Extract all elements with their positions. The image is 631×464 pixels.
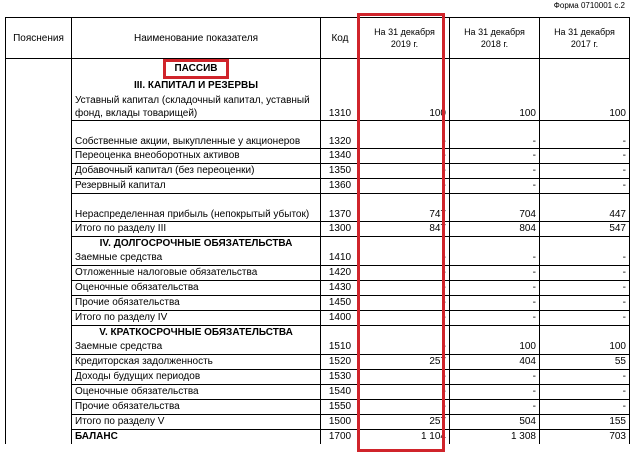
row-value-2019: - [360,179,450,194]
header-code: Код [321,18,360,59]
row-code: 1500 [321,415,360,430]
row-code: 1540 [321,385,360,400]
row-value-2018: - [450,121,540,149]
row-value-2017: - [540,164,630,179]
row-name: Собственные акции, выкупленные у акционеров [72,121,321,149]
row-value-2019: - [360,149,450,164]
row-value-2018: - [450,149,540,164]
row-code: 1310 [321,93,360,121]
table-row [6,266,630,281]
row-code: 1430 [321,281,360,296]
balance-sheet-table [5,17,630,444]
row-value-2017: 100 [540,93,630,121]
row-code: 1350 [321,164,360,179]
row-code: 1370 [321,194,360,222]
row-value-2018: - [450,311,540,326]
row-code: 1550 [321,400,360,415]
passiv-label: ПАССИВ [163,59,228,79]
row-name: Итого по разделу V [72,415,321,430]
row-name: Отложенные налоговые обязательства [72,266,321,281]
row-value-2018: - [450,400,540,415]
row-name: БАЛАНС [72,430,321,445]
row-value-2018: 704 [450,194,540,222]
row-value-2018: 504 [450,415,540,430]
row-value-2017: - [540,266,630,281]
row-code: 1340 [321,149,360,164]
row-name: Нераспределенная прибыль (непокрытый убыток) [72,194,321,222]
row-value-2019: 847 [360,222,450,237]
row-value-2018: - [450,385,540,400]
row-code: 1450 [321,296,360,311]
row-value-2018: 100 [450,93,540,121]
form-label: Форма 0710001 с.2 [553,1,625,10]
row-value-2018: - [450,266,540,281]
row-value-2019: - [360,311,450,326]
row-value-2019: 257 [360,355,450,370]
row-code: 1360 [321,179,360,194]
explanations-cell [6,59,72,445]
header-indicator: Наименование показателя [72,18,321,59]
row-code: 1420 [321,266,360,281]
table-row [6,121,630,149]
row-name: Резервный капитал [72,179,321,194]
table-row [6,149,630,164]
row-code: 1400 [321,311,360,326]
row-value-2018: 1 308 [450,430,540,445]
table-row [6,194,630,222]
row-code: 1410 [321,251,360,266]
table-row [6,164,630,179]
table-row [6,355,630,370]
row-value-2017: - [540,400,630,415]
row-name: Прочие обязательства [72,296,321,311]
table-row [6,370,630,385]
row-name: Заемные средства [72,251,321,266]
row-value-2017: 155 [540,415,630,430]
row-code: 1530 [321,370,360,385]
row-value-2019: - [360,370,450,385]
row-value-2017: 703 [540,430,630,445]
row-value-2019: - [360,121,450,149]
row-value-2017: 100 [540,340,630,355]
header-explanations: Пояснения [6,18,72,59]
row-code: 1320 [321,121,360,149]
row-value-2019: 257 [360,415,450,430]
row-value-2019: - [360,251,450,266]
section-short-term: V. КРАТКОСРОЧНЫЕ ОБЯЗАТЕЛЬСТВА [72,326,321,341]
passiv-row [6,59,630,80]
section-header [6,326,630,341]
row-value-2019: - [360,296,450,311]
row-value-2019: - [360,266,450,281]
section-long-term: IV. ДОЛГОСРОЧНЫЕ ОБЯЗАТЕЛЬСТВА [72,237,321,252]
row-name: Кредиторская задолженность [72,355,321,370]
row-value-2017: - [540,385,630,400]
row-value-2019: 747 [360,194,450,222]
table-row [6,400,630,415]
row-value-2019: - [360,340,450,355]
table-row [6,93,630,121]
header-period-2018: На 31 декабря 2018 г. [450,18,540,59]
table-row-total [6,415,630,430]
row-value-2019: 1 104 [360,430,450,445]
row-value-2018: 100 [450,340,540,355]
row-value-2018: - [450,251,540,266]
section-header [6,237,630,252]
table-header-row [6,18,630,59]
row-value-2017: 55 [540,355,630,370]
row-value-2017: - [540,149,630,164]
row-value-2019: - [360,281,450,296]
row-name: Прочие обязательства [72,400,321,415]
row-value-2017: - [540,311,630,326]
row-value-2017: 447 [540,194,630,222]
row-value-2017: - [540,281,630,296]
header-period-2019: На 31 декабря 2019 г. [360,18,450,59]
row-code: 1300 [321,222,360,237]
section-header [6,79,630,93]
row-value-2017: - [540,296,630,311]
row-value-2018: - [450,179,540,194]
table-row [6,179,630,194]
row-code: 1700 [321,430,360,445]
table-row-total [6,311,630,326]
row-name: Уставный капитал (складочный капитал, уставный фонд, вклады товарищей) [72,93,321,121]
row-value-2018: - [450,370,540,385]
row-code: 1510 [321,340,360,355]
row-value-2018: - [450,296,540,311]
row-name: Заемные средства [72,340,321,355]
row-value-2019: - [360,385,450,400]
row-value-2018: - [450,164,540,179]
table-row [6,385,630,400]
row-name: Итого по разделу IV [72,311,321,326]
header-period-2017: На 31 декабря 2017 г. [540,18,630,59]
row-name: Оценочные обязательства [72,281,321,296]
row-value-2019: 100 [360,93,450,121]
row-name: Переоценка внеоборотных активов [72,149,321,164]
table-row [6,340,630,355]
row-value-2018: 804 [450,222,540,237]
row-name: Добавочный капитал (без переоценки) [72,164,321,179]
row-value-2017: - [540,370,630,385]
row-name: Оценочные обязательства [72,385,321,400]
table-row-total [6,222,630,237]
row-name: Доходы будущих периодов [72,370,321,385]
row-value-2017: - [540,179,630,194]
table-row [6,251,630,266]
section-capital: III. КАПИТАЛ И РЕЗЕРВЫ [72,79,321,93]
table-row [6,281,630,296]
row-value-2019: - [360,400,450,415]
row-value-2018: - [450,281,540,296]
row-value-2017: 547 [540,222,630,237]
row-value-2019: - [360,164,450,179]
row-name: Итого по разделу III [72,222,321,237]
table-row [6,296,630,311]
row-value-2017: - [540,251,630,266]
row-code: 1520 [321,355,360,370]
row-value-2018: 404 [450,355,540,370]
table-row-balance [6,430,630,445]
row-value-2017: - [540,121,630,149]
